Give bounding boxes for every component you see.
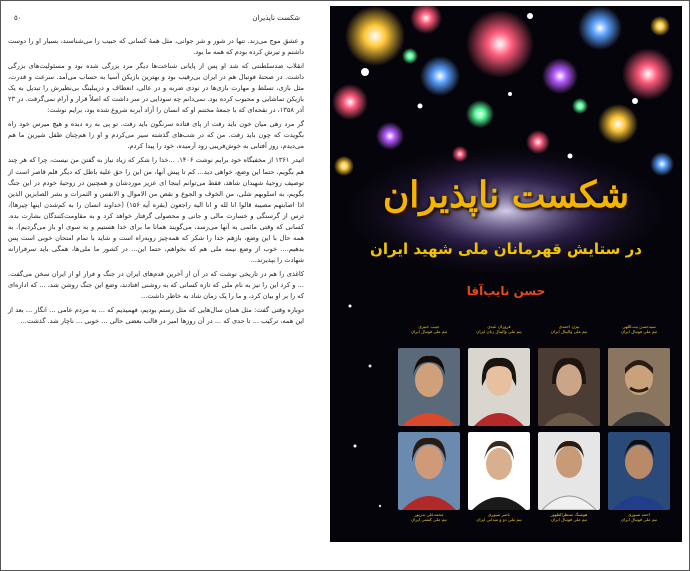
hero-photo bbox=[398, 432, 460, 510]
paragraph: انقلاب ضدسلطنتی که شد او پس از پایانی شناخت‌ها دیگر مرد بزرگی شده بود و مسئولیت‌های بزرگی داشت. در صحنهٔ فوتبال هم در ایران بی‌رقیب بود و بهترین بازیکن آسیا به حساب می‌آمد. سرعت و قدرت، مثل بازی، تسلط و مهارت بازی‌ها در نودی ضربه و در عالی، انعطاف و دریبلینگ بی‌نظیرش را تبدیل به یک بازیکن تماشایی و محبوب کرده بود. نمی‌دانم چه سودایی در سر داشت که اصلاً قرار و آرام نمی‌گرفت. در ۲۳ آذر ۱۳۵۸، در نفحه‌ای که با جمعهٔ مختنم او که انسان را آزاد آبرنه شروع شده بود، برایم نوشت: bbox=[8, 62, 304, 115]
hero-photo bbox=[538, 348, 600, 426]
paragraph: دوباره وقتی گفت: مثل همان سال‌هایی که مثل رستم بودیم، فهمیدیم که ... به مردم عامی ... انگار ... بعد از این همه، ترکیب ... تا حدی که ... در آن روزها امیر در قالب بعضی حالی ... خوبی ... ناچار شد. گذشت... bbox=[8, 306, 304, 326]
hero-card bbox=[466, 324, 532, 428]
hero-photo bbox=[468, 432, 530, 510]
running-head bbox=[8, 12, 304, 26]
hero-photo bbox=[468, 348, 530, 426]
hero-caption: هوشنگ منتظرالظهور تیم ملی فوتبال ایران bbox=[550, 512, 588, 523]
hero-caption: بیژن احمدی تیم ملی والیبال ایران bbox=[550, 324, 588, 335]
hero-caption: احمد صبوری تیم ملی فوتبال ایران bbox=[620, 512, 658, 523]
text-page bbox=[8, 12, 304, 560]
hero-photo-grid bbox=[396, 324, 676, 536]
cover-author: حسن نایب‌آقا bbox=[466, 284, 546, 298]
hero-card bbox=[536, 324, 602, 428]
cover-title: شکست ناپذیران bbox=[382, 174, 630, 216]
book-cover bbox=[330, 6, 682, 542]
hero-card bbox=[466, 432, 532, 536]
paragraph: گر مرد رهی میان خون باید رفت از پای فتاده سرنگون باید رفت. تو پی به ره دیده و هیچ میرس خود راه بگویدت که چون باید رفت. من که در شب‌های گذشته سیر می‌کردم و او را هم‌چنان طفل شیرین ما هم می‌دیدم، روز آفتابی به خوش‌فریبی رود آرمیده، خود را پیدا کردم. bbox=[8, 120, 304, 151]
paragraph: اتیدر ۱۳۶۱ از مخفیگاه خود برایم نوشت ۱۴۰۶. ...خدا را شکر که زیاد نیاز به گفتن من نیست، چرا که هر چند هم بگویم، حتما این وضع، خواهی دید... کم تا پیش آنها، من این را حق علیه باطل که دیگر قلم قاصر است از توصیف روحیهٔ شهیدان شاهد، فقط می‌توانم اینجا ای عزیز موردشان و همچنین در روحیهٔ خودم در این جنگ بگویم، به اسلوبهم شلی، من الخوف و الجوع و نقص من الاموال و الانفس و الثمرات و بشر الصابرین الذین اذا اصابتهم مصیبه قالوا انا لله و انا الیه راجعون (بقره آیه ۱۵۶) (خداوند انسان را به کم‌شدن اینها چیزها)، ترس از گرسنگی و خسارت مالی و جانی و محصولی گرفتار خواهد کرد و به مقاومت‌کنندگان بشارت بده. کسانی که وقتی مائمی به آنها می‌رسد، می‌گویند همانا ما برای خدا هستیم و به سوی او باز می‌گردیم). به همه حال با این وضع، بازهم خدا را شکر که همه‌چیز روبه‌راه است و شاید با تمام امتحان خوبی است پس بدهیم.... خوب از وضع نیمه ملی هم که بخواهم، حتما این... در کشور ما ملی‌ها، همگی باید سرفرازانه شهادت را بپذیرند... bbox=[8, 156, 305, 264]
hero-card bbox=[536, 432, 602, 536]
hero-caption: سیدحسن بیت‌اللهی تیم ملی فوتبال ایران bbox=[620, 324, 658, 335]
hero-photo bbox=[538, 432, 600, 510]
hero-photo bbox=[608, 432, 670, 510]
hero-card bbox=[606, 432, 672, 536]
hero-caption: حبیب خبیری تیم ملی فوتبال ایران bbox=[410, 324, 448, 335]
hero-photo bbox=[608, 348, 670, 426]
hero-caption: محمدعلی بدرپور تیم ملی کشتی ایران bbox=[411, 512, 447, 523]
hero-caption: ناصر صبوری تیم ملی دو و میدانی ایران bbox=[476, 512, 522, 523]
hero-card bbox=[396, 324, 462, 428]
paragraph: و عشق موج می‌زند. تنها در شور و شر جوانی، مثل همهٔ کسانی که حبیب را می‌شناسند، بسیار او را دوست داشتم و تیرش کرده بودم که همه ما بود. bbox=[8, 37, 304, 57]
page-number: ٥٠ bbox=[14, 14, 22, 22]
paragraph: کاغذی را هم در تاریخی نوشت که در آن از آخرین قدم‌های ایران در جنگ و فرار او از ایران سخن می‌گفت. ... و کرد این را نیز به نام ملی که تازه کسانی که به روشنی افتادند، وضع این جنگ روشن شد، ... که اداره‌ای که را بر او بیان کرد، و ما را یک زمان شاد به خاطر داشت... bbox=[8, 269, 304, 301]
running-title: شکست ناپذیران bbox=[252, 14, 300, 22]
body-text bbox=[8, 36, 304, 330]
hero-card bbox=[606, 324, 672, 428]
hero-caption: فروزان عبدی تیم ملی والیبال زنان ایران bbox=[476, 324, 522, 335]
hero-card bbox=[396, 432, 462, 536]
cover-subtitle: در ستایش قهرمانان ملی شهید ایران bbox=[370, 240, 642, 258]
hero-photo bbox=[398, 348, 460, 426]
